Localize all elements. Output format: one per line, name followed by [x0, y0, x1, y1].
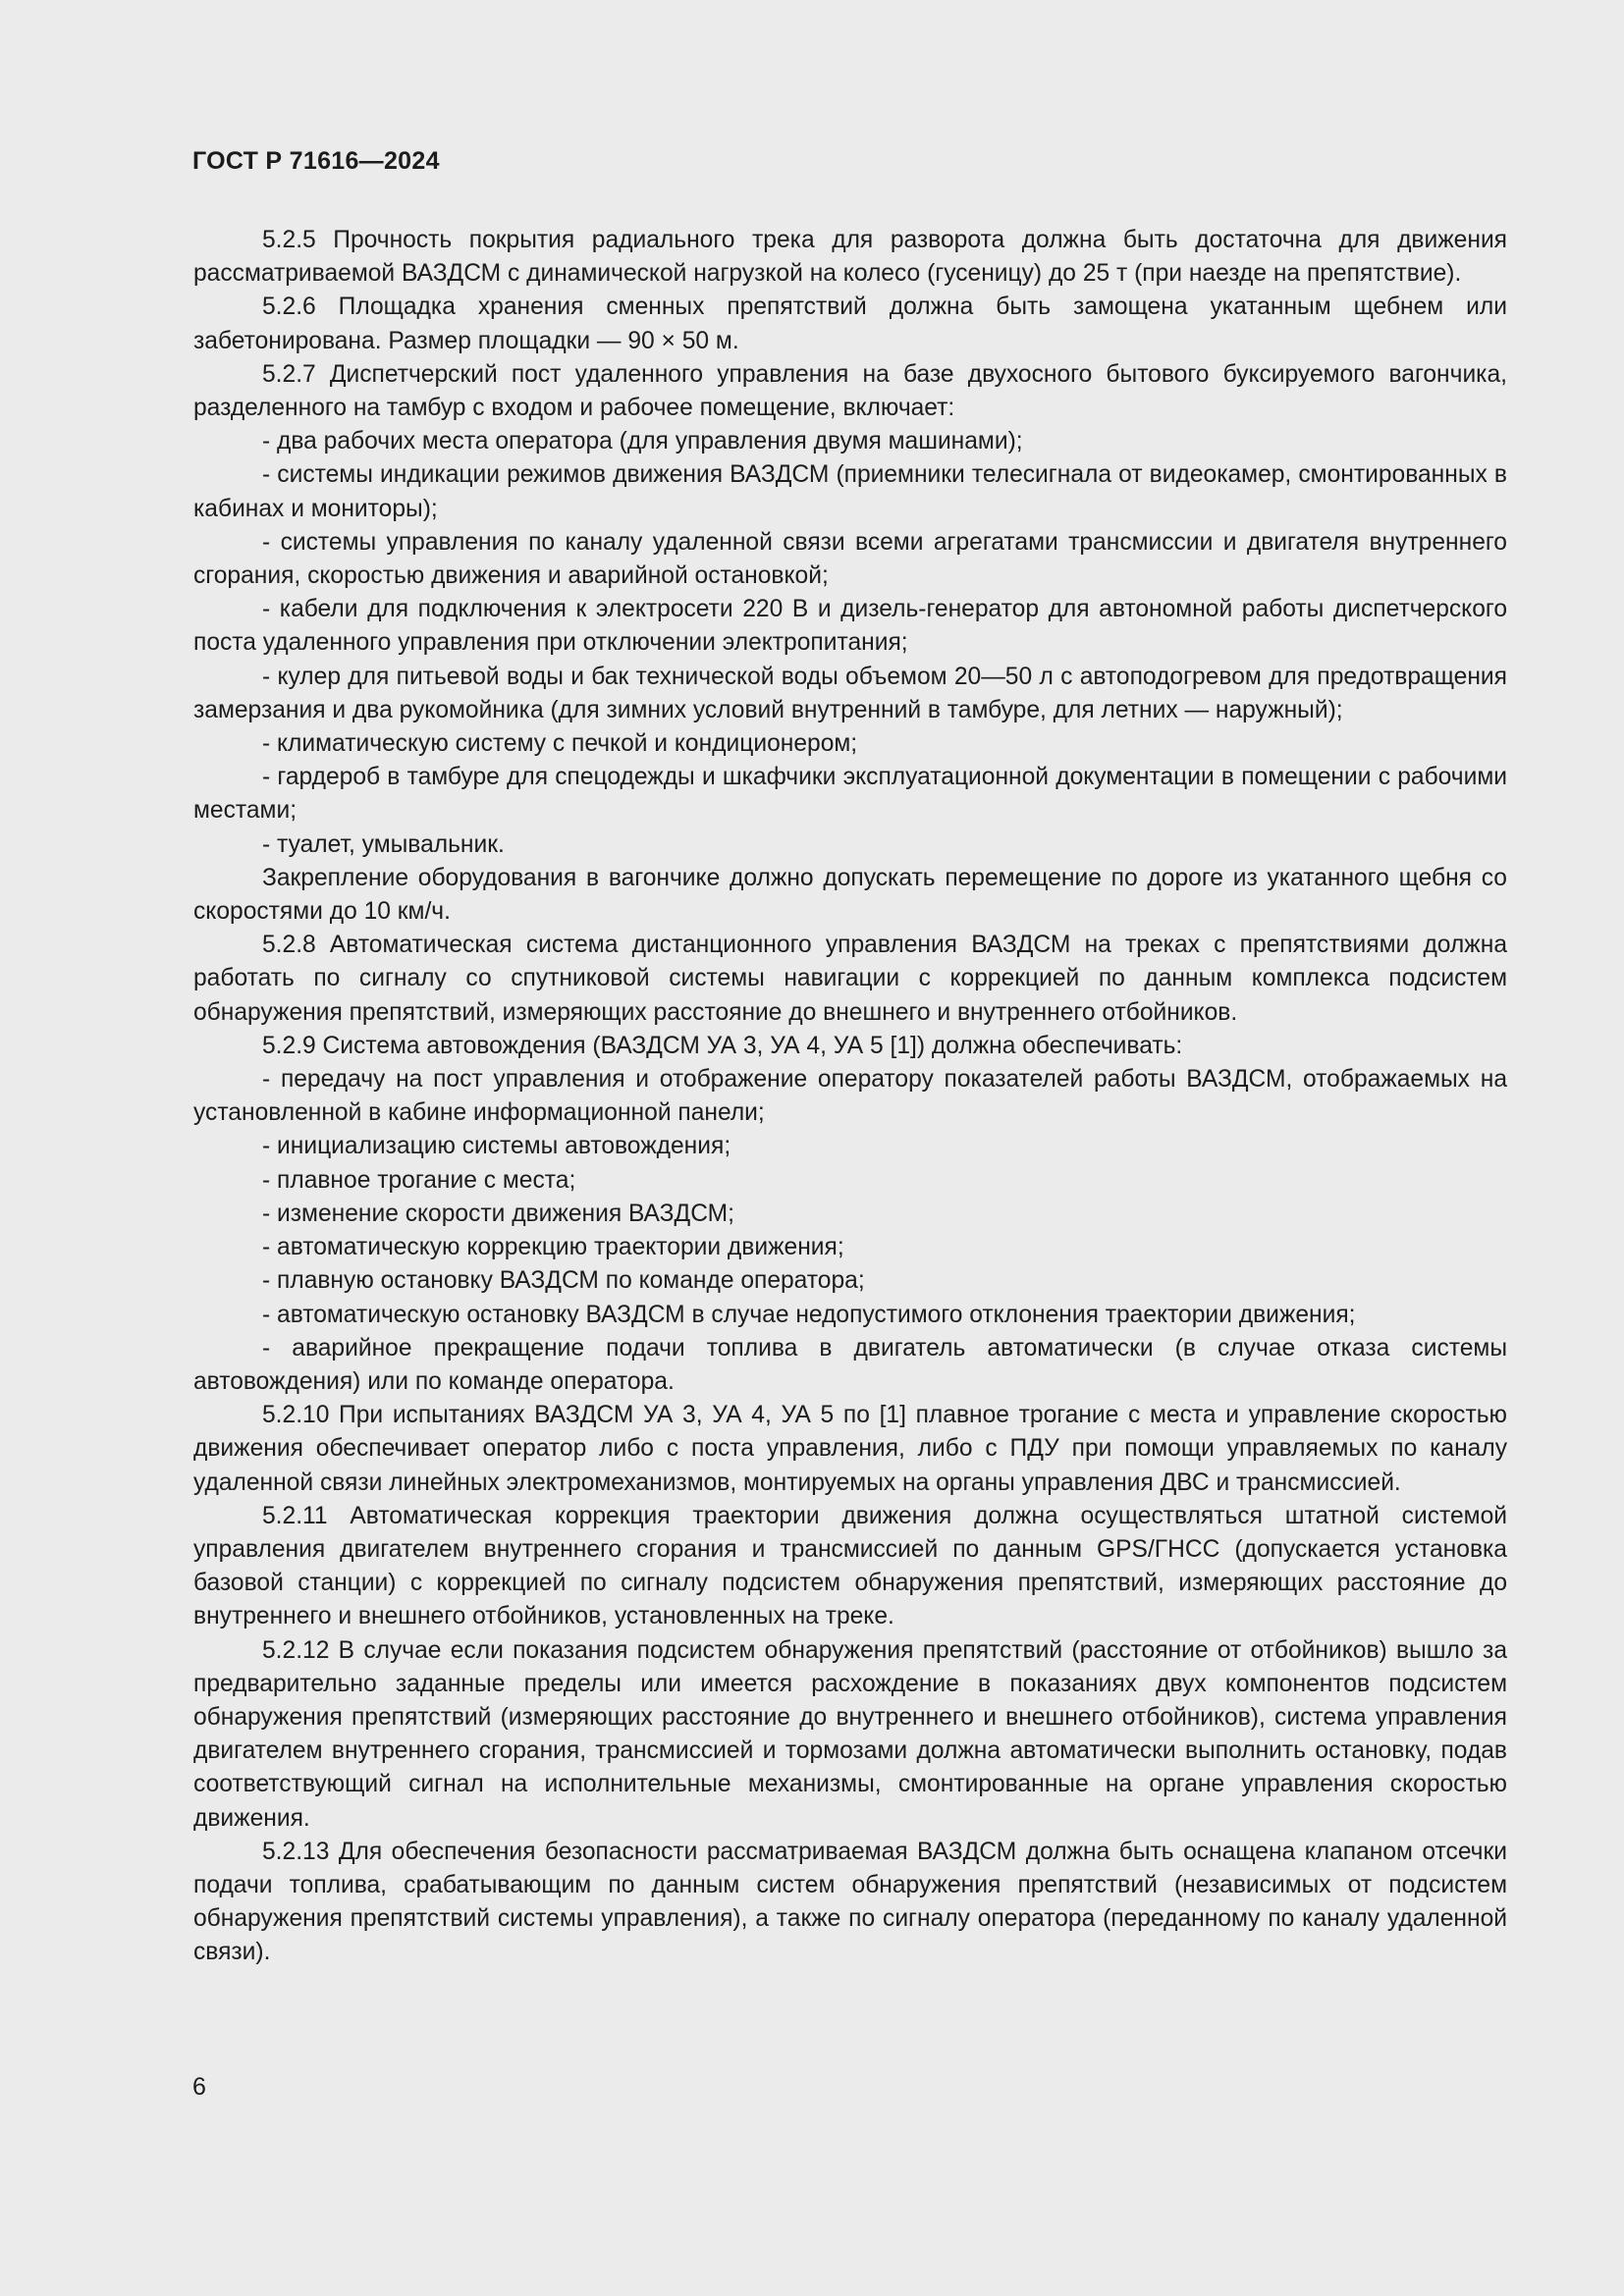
list-item: - кабели для подключения к электросети 220 В и дизель-генератор для автономной работы диспетчерского поста удаленного управления при отключении электропитания; [193, 596, 1507, 657]
list-item: - автоматическую коррекцию траектории движения; [262, 1234, 844, 1261]
paragraph-5-2-10: 5.2.10 При испытаниях ВАЗДСМ УА 3, УА 4, УА 5 по [1] плавное трогание с места и управление скоростью движения обеспечивает оператор либо с поста управления, либо с ПДУ при помощи управляемых по каналу удаленной связи линейных электромеханизмов, монтируемых на органы управления ДВС и трансмиссией. [193, 1402, 1507, 1496]
list-item: - климатическую систему с печкой и кондиционером; [262, 730, 858, 758]
paragraph-5-2-6: 5.2.6 Площадка хранения сменных препятствий должна быть замощена укатанным щебнем или забетонирована. Размер площадки — 90 × 50 м. [193, 294, 1507, 354]
paragraph-note: Закрепление оборудования в вагончике должно допускать перемещение по дороге из укатанного щебня со скоростями до 10 км/ч. [193, 864, 1507, 926]
list-item: - системы управления по каналу удаленной связи всеми агрегатами трансмиссии и двигателя внутреннего сгорания, скоростью движения и аварийной остановкой; [193, 528, 1507, 590]
list-item: - плавное трогание с места; [262, 1166, 576, 1194]
list-item: - системы индикации режимов движения ВАЗДСМ (приемники телесигнала от видеокамер, смонтированных в кабинах и мониторы); [193, 461, 1507, 522]
list-item: - автоматическую остановку ВАЗДСМ в случае недопустимого отклонения траектории движения; [262, 1301, 1356, 1328]
paragraph-5-2-13: 5.2.13 Для обеспечения безопасности рассматриваемая ВАЗДСМ должна быть оснащена клапаном отсечки подачи топлива, срабатывающим по данным систем обнаружения препятствий (независимых от подсистем обнаружения препятствий системы управления), а также по сигналу оператора (переданному по каналу удаленной связи). [193, 1838, 1507, 1966]
paragraph-5-2-12: 5.2.12 В случае если показания подсистем обнаружения препятствий (расстояние от отбойников) вышло за предварительно заданные пределы или имеется расхождение в показаниях двух компонентов подсистем обнаружения препятствий (измеряющих расстояние до внутреннего и внешнего отбойников), система управления двигателем внутреннего сгорания, трансмиссией и тормозами должна автоматически выполнить остановку, подав соответствующий сигнал на исполнительные механизмы, смонтированные на органе управления скоростью движения. [193, 1636, 1507, 1832]
list-item: - аварийное прекращение подачи топлива в двигатель автоматически (в случае отказа системы автовождения) или по команде оператора. [193, 1334, 1507, 1395]
list-item: - плавную остановку ВАЗДСМ по команде оператора; [262, 1267, 865, 1295]
paragraph-5-2-5: 5.2.5 Прочность покрытия радиального трека для разворота должна быть достаточна для движения рассматриваемой ВАЗДСМ с динамической нагрузкой на колесо (гусеницу) до 25 т (при наезде на препятствие). [193, 227, 1507, 288]
paragraph-5-2-8: 5.2.8 Автоматическая система дистанционного управления ВАЗДСМ на треках с препятствиями должна работать по сигналу со спутниковой системы навигации с коррекцией по данным комплекса подсистем обнаружения препятствий, измеряющих расстояние до внешнего и внутреннего отбойников. [193, 932, 1507, 1026]
paragraph-5-2-9: 5.2.9 Система автовождения (ВАЗДСМ УА 3, УА 4, УА 5 [1]) должна обеспечивать: [262, 1032, 1183, 1059]
paragraph-5-2-11: 5.2.11 Автоматическая коррекция траектории движения должна осуществляться штатной системой управления двигателем внутреннего сгорания и трансмиссией по данным GPS/ГНСС (допускается установка базовой станции) с коррекцией по сигналу подсистем обнаружения препятствий, измеряющих расстояние до внутреннего и внешнего отбойников, установленных на треке. [193, 1502, 1507, 1630]
paragraph-5-2-7: 5.2.7 Диспетчерский пост удаленного управления на базе двухосного бытового буксируемого вагончика, разделенного на тамбур с входом и рабочее помещение, включает: [193, 360, 1507, 422]
document-body [193, 224, 1507, 1970]
list-item: - инициализацию системы автовождения; [262, 1133, 731, 1160]
list-item: - гардероб в тамбуре для спецодежды и шкафчики эксплуатационной документации в помещении с рабочими местами; [193, 764, 1507, 825]
list-item: - кулер для питьевой воды и бак технической воды объемом 20—50 л с автоподогревом для предотвращения замерзания и два рукомойника (для зимних условий внутренний в тамбуре, для летних — наружный); [193, 663, 1507, 723]
list-item: - передачу на пост управления и отображение оператору показателей работы ВАЗДСМ, отображаемых на установленной в кабине информационной панели; [193, 1066, 1507, 1127]
page-number: 6 [192, 2073, 206, 2101]
list-item: - изменение скорости движения ВАЗДСМ; [262, 1200, 734, 1227]
list-item: - туалет, умывальник. [262, 830, 505, 858]
list-item: - два рабочих места оператора (для управления двумя машинами); [262, 428, 1023, 455]
document-header: ГОСТ Р 71616—2024 [192, 147, 440, 175]
